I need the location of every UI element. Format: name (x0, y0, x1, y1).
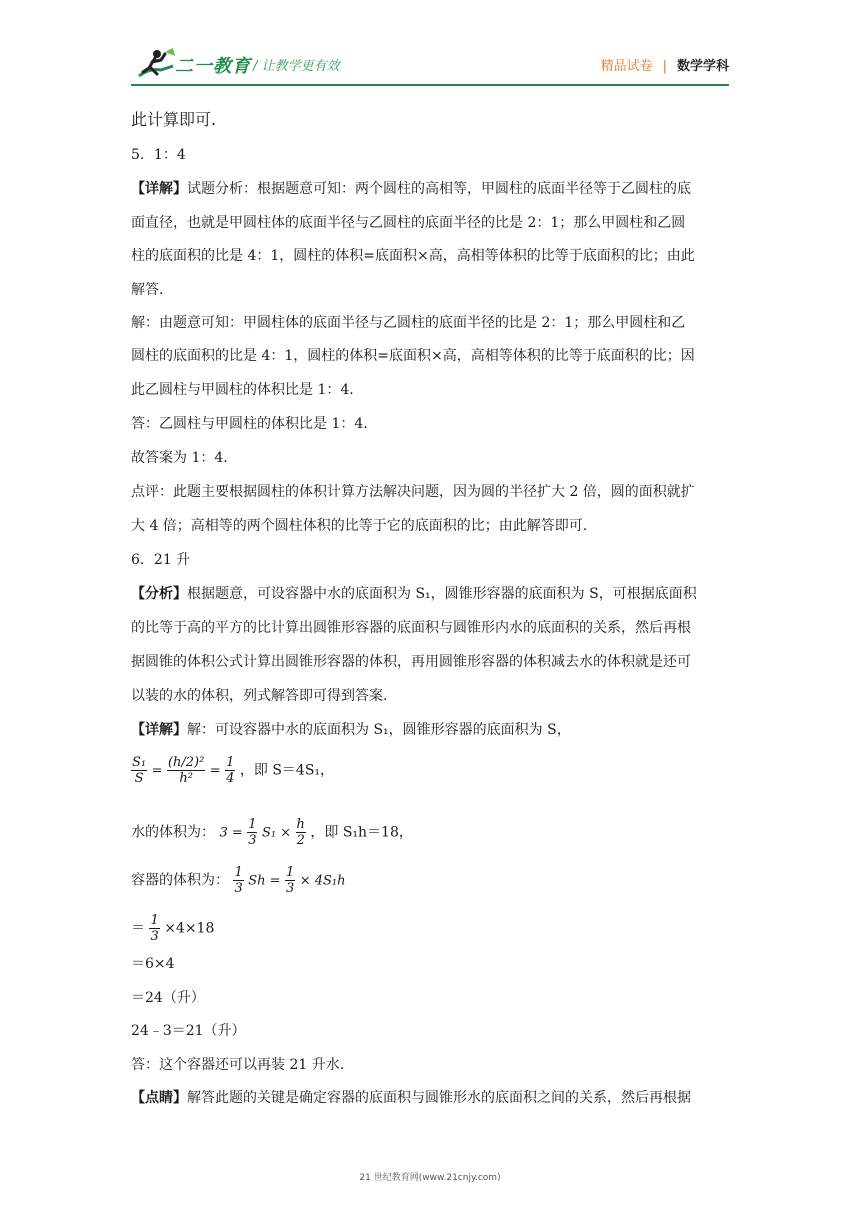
page-footer: 21 世纪教育网(www.21cnjy.com) (359, 1173, 501, 1183)
equation-ratio (131, 755, 334, 786)
denominator: 3 (248, 833, 257, 848)
math-term: Sh = (248, 873, 281, 889)
fraction (233, 865, 243, 896)
numerator: h (296, 817, 305, 832)
equation-container-volume (131, 865, 345, 896)
numerator: (h/2)² (167, 755, 205, 770)
text-line: 柱的底面积的比是 4：1，圆柱的体积=底面积×高，高相等体积的比等于底面积的比；由此 (131, 248, 695, 264)
text-line (131, 1088, 691, 1108)
denominator: 2 (296, 833, 305, 848)
text-line: 以装的水的体积，列式解答即可得到答案. (131, 688, 388, 704)
denominator: 4 (226, 771, 235, 786)
fraction (167, 755, 205, 786)
text-line (131, 720, 571, 740)
equals-sign: = (209, 763, 221, 779)
text-line: 据圆锥的体积公式计算出圆锥形容器的体积，再用圆锥形容器的体积减去水的体积就是还可 (131, 654, 691, 670)
text-span: 解答此题的关键是确定容器的底面积与圆锥形水的底面积之间的关系，然后再根据 (187, 1090, 691, 1106)
numerator: 1 (248, 817, 257, 832)
denominator: h² (179, 771, 193, 786)
equation-label: 水的体积为： (131, 824, 215, 841)
logo-slogan: / 让教学更有效 (253, 59, 340, 74)
math-term: ＝ (131, 920, 145, 937)
section-tag: 【分析】 (131, 586, 187, 602)
fraction (296, 817, 306, 848)
text-span: 试题分析：根据题意可知：两个圆柱的高相等，甲圆柱的底面半径等于乙圆柱的底 (187, 181, 691, 197)
text-span: 根据题意，可设容器中水的底面积为 S₁，圆锥形容器的底面积为 S，可根据底面积 (187, 586, 697, 602)
question-number: 5．1：4 (131, 147, 186, 163)
numerator: 1 (285, 865, 295, 880)
math-term: × 4S₁h (299, 873, 346, 889)
text-line: 的比等于高的平方的比计算出圆锥形容器的底面积与圆锥形内水的底面积的关系，然后再根 (131, 620, 691, 636)
text-line: 解：由题意可知：甲圆柱体的底面半径与乙圆柱的底面半径的比是 2：1；那么甲圆柱和乙 (131, 315, 686, 331)
logo (135, 46, 385, 82)
math-term: 3 = (219, 825, 243, 841)
denominator: 3 (285, 881, 295, 896)
fraction (131, 755, 147, 786)
equation-water-volume (131, 817, 413, 848)
fraction (149, 913, 159, 944)
fraction (225, 755, 235, 786)
text-line: ＝24（升） (131, 990, 205, 1006)
numerator: 1 (234, 865, 243, 880)
text-line: 大 4 倍；高相等的两个圆柱体积的比等于它的底面积的比；由此解答即可. (131, 518, 588, 534)
text-line (131, 584, 697, 604)
page-header (0, 0, 860, 100)
equals-sign: = (151, 763, 163, 779)
equation-label: 容器的体积为： (131, 872, 229, 889)
header-separator: | (662, 59, 667, 74)
fraction (247, 817, 257, 848)
text-line: 点评：此题主要根据圆柱的体积计算方法解决问题，因为圆的半径扩大 2 倍，圆的面积就扩 (131, 484, 695, 500)
denominator: 3 (234, 881, 243, 896)
math-term: S₁ × (261, 825, 292, 841)
text-line: 答：这个容器还可以再装 21 升水. (131, 1057, 345, 1073)
header-subject (601, 55, 729, 74)
text-line (131, 179, 691, 199)
numerator: 1 (226, 755, 235, 770)
fraction (285, 865, 295, 896)
numerator: 1 (150, 913, 159, 928)
denominator: S (134, 771, 144, 786)
equation-step (131, 913, 214, 944)
runner-logo-icon (135, 46, 179, 82)
question-number: 6．21 升 (131, 552, 191, 568)
equation-note: ，即 S₁h＝18， (310, 824, 413, 841)
text-line: 面直径，也就是甲圆柱体的底面半径与乙圆柱的底面半径的比是 2：1；那么甲圆柱和乙圆 (131, 215, 686, 231)
section-tag: 【详解】 (131, 722, 187, 738)
text-line: ＝6×4 (131, 956, 175, 972)
text-line: 此乙圆柱与甲圆柱的体积比是 1：4. (131, 382, 354, 398)
text-span: 解：可设容器中水的底面积为 S₁，圆锥形容器的底面积为 S， (187, 722, 571, 738)
text-line: 解答. (131, 282, 164, 298)
math-term: ×4×18 (164, 920, 215, 937)
header-subject-name: 数学学科 (676, 59, 729, 74)
text-line: 24﹣3＝21（升） (131, 1023, 246, 1039)
text-line: 圆柱的底面积的比是 4：1，圆柱的体积=底面积×高，高相等体积的比等于底面积的比；因 (131, 348, 695, 364)
equation-note: ，即 S＝4S₁， (239, 762, 335, 779)
numerator: S₁ (132, 755, 147, 770)
section-tag: 【详解】 (131, 181, 187, 197)
header-divider (131, 84, 729, 86)
section-tag: 【点睛】 (131, 1090, 187, 1106)
denominator: 3 (150, 929, 159, 944)
text-line: 故答案为 1：4. (131, 450, 228, 466)
header-paper-type: 精品试卷 (600, 59, 653, 74)
logo-text: 二一教育 (175, 56, 251, 77)
text-line: 答：乙圆柱与甲圆柱的体积比是 1：4. (131, 416, 368, 432)
text-line: 此计算即可. (131, 110, 217, 129)
